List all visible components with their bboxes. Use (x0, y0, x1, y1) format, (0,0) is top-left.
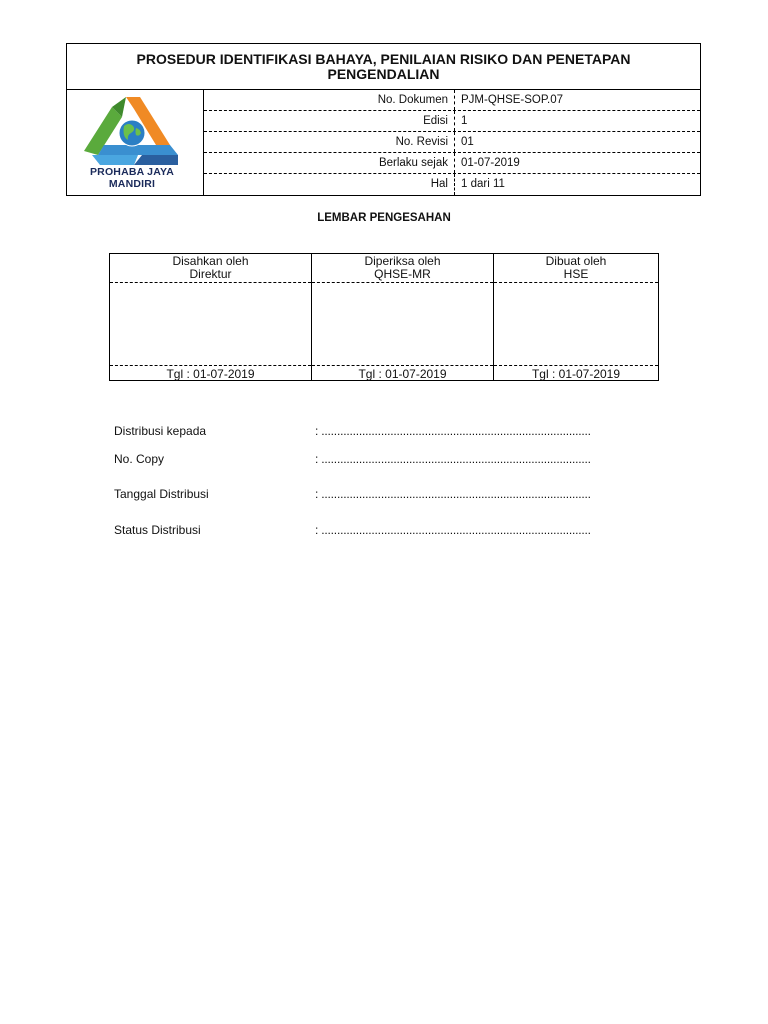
distribution-row-copy: No. Copy : ...................................................................................... (114, 452, 591, 466)
approval-date: Tgl : 01-07-2019 (358, 367, 447, 381)
approval-header: Dibuat oleh HSE (494, 254, 658, 283)
meta-row-edisi: Edisi 1 (204, 111, 700, 132)
meta-row-hal: Hal 1 dari 11 (204, 174, 700, 195)
document-meta-table (204, 90, 700, 195)
document-title: PROSEDUR IDENTIFIKASI BAHAYA, PENILAIAN RISIKO DAN PENETAPAN PENGENDALIAN (67, 44, 700, 90)
approval-column-dibuat (494, 254, 658, 380)
approval-column-diperiksa (312, 254, 494, 380)
signature-area (312, 283, 493, 366)
signature-area (494, 283, 658, 366)
distribution-row-tanggal: Tanggal Distribusi : ...................................................................................... (114, 487, 591, 501)
approval-header: Diperiksa oleh QHSE-MR (312, 254, 493, 283)
meta-row-berlaku: Berlaku sejak 01-07-2019 (204, 153, 700, 174)
section-title: LEMBAR PENGESAHAN (317, 212, 451, 224)
approval-header: Disahkan oleh Direktur (110, 254, 311, 283)
distribution-row-status: Status Distribusi : ...................................................................................... (114, 523, 591, 537)
meta-row-dokumen: No. Dokumen PJM-QHSE-SOP.07 (204, 90, 700, 111)
approval-date: Tgl : 01-07-2019 (531, 367, 621, 381)
meta-row-revisi: No. Revisi 01 (204, 132, 700, 153)
distribution-row-kepada: Distribusi kepada : ...................................................................................... (114, 424, 591, 438)
approval-column-disahkan (110, 254, 312, 380)
company-logo-icon (82, 95, 182, 167)
signature-area (110, 283, 311, 366)
logo-cell (67, 90, 204, 195)
document-header (66, 43, 701, 196)
company-name: PROHABA JAYA MANDIRI (89, 166, 175, 190)
approval-table (109, 253, 659, 381)
approval-date: Tgl : 01-07-2019 (166, 367, 255, 381)
